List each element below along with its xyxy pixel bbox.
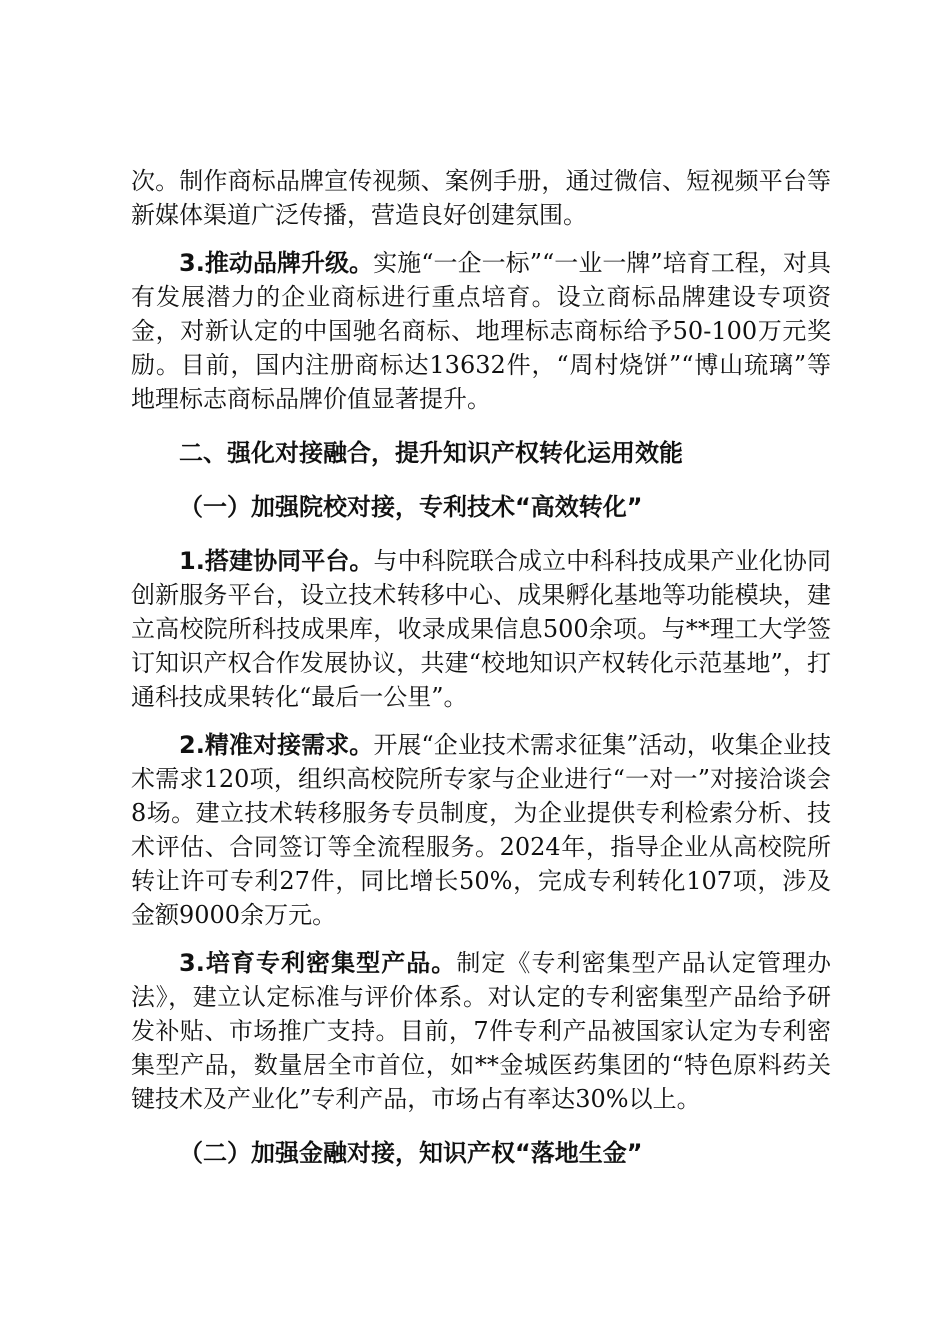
paragraph-collab-platform — [131, 544, 831, 714]
paragraph-demand-matching — [131, 728, 831, 932]
subsection-heading: （二）加强金融对接，知识产权“落地生金” — [179, 1139, 643, 1167]
paragraph-lead: 2.精准对接需求。 — [179, 731, 374, 759]
paragraph-text: 开展“企业技术需求征集”活动，收集企业技术需求120项，组织高校院所专家与企业进行“一对一”对接洽谈会8场。建立技术转移服务专员制度，为企业提供专利检索分析、技术评估、合同签订等全流程服务。2024年，指导企业从高校院所转让许可专利27件，同比增长50%，完成专利转化107项，涉及金额9000余万元。 — [131, 731, 831, 929]
paragraph-patent-products — [131, 946, 831, 1116]
paragraph-text: 制定《专利密集型产品认定管理办法》，建立认定标准与评价体系。对认定的专利密集型产品给予研发补贴、市场推广支持。目前，7件专利产品被国家认定为专利密集型产品，数量居全市首位，如**金城医药集团的“特色原料药关键技术及产业化”专利产品，市场占有率达30%以上。 — [131, 949, 831, 1113]
paragraph-text: 与中科院联合成立中科科技成果产业化协同创新服务平台，设立技术转移中心、成果孵化基地等功能模块，建立高校院所科技成果库，收录成果信息500余项。与**理工大学签订知识产权合作发展协议，共建“校地知识产权转化示范基地”，打通科技成果转化“最后一公里”。 — [131, 547, 831, 711]
paragraph-text: 实施“一企一标”“一业一牌”培育工程，对具有发展潜力的企业商标进行重点培育。设立商标品牌建设专项资金，对新认定的中国驰名商标、地理标志商标给予50-100万元奖励。目前，国内注册商标达13632件，“周村烧饼”“博山琉璃”等地理标志商标品牌价值显著提升。 — [131, 249, 831, 413]
paragraph-lead: 1.搭建协同平台。 — [179, 547, 374, 575]
section-heading: 二、强化对接融合，提升知识产权转化运用效能 — [179, 439, 683, 467]
paragraph-continuation — [131, 164, 831, 232]
paragraph-lead: 3.培育专利密集型产品。 — [179, 949, 457, 977]
paragraph-lead: 3.推动品牌升级。 — [179, 249, 374, 277]
document-body — [131, 164, 831, 1170]
paragraph-brand-upgrade — [131, 246, 831, 416]
paragraph-text: 次。制作商标品牌宣传视频、案例手册，通过微信、短视频平台等新媒体渠道广泛传播，营造良好创建氛围。 — [131, 167, 831, 229]
subsection-heading: （一）加强院校对接，专利技术“高效转化” — [179, 493, 643, 521]
